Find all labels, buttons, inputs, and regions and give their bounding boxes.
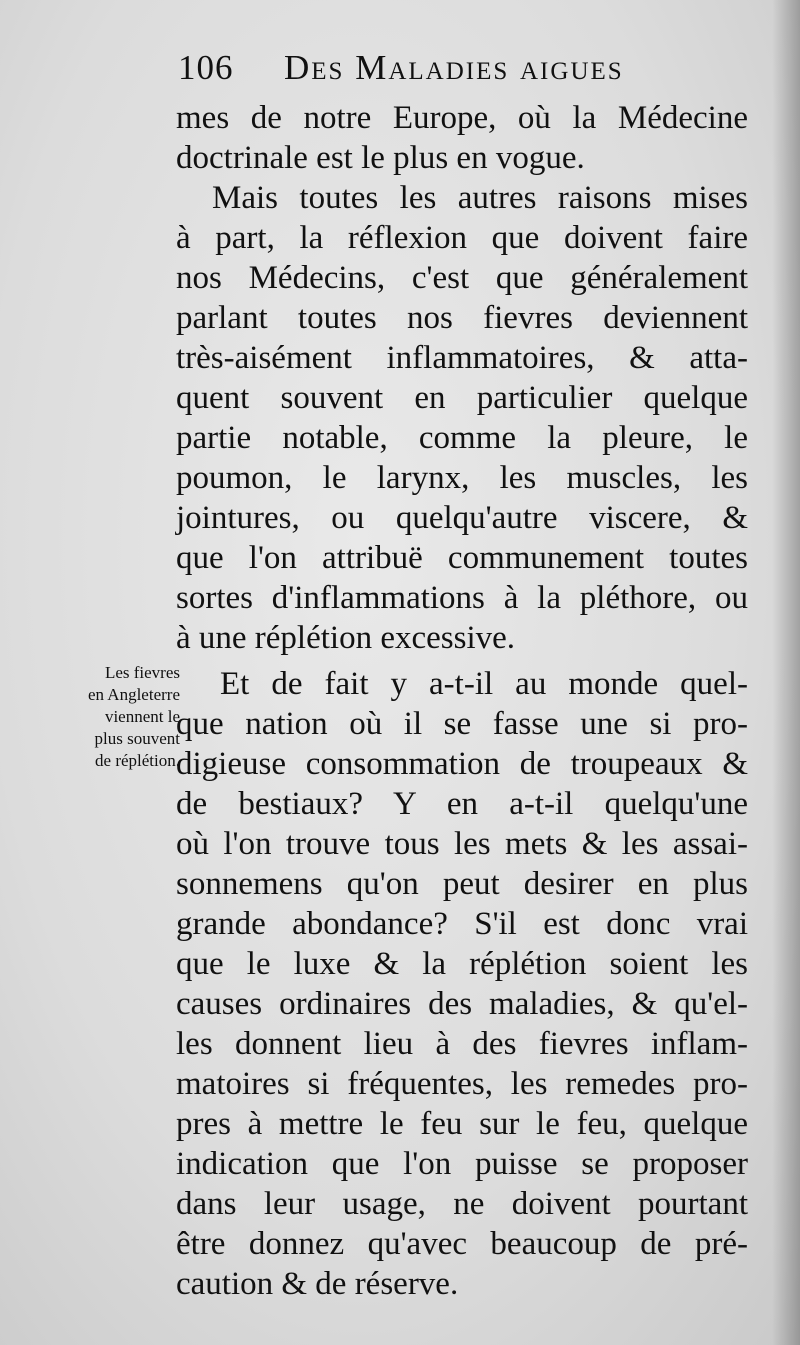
body-line: quent souvent en particulier quelque xyxy=(176,380,748,416)
margin-note xyxy=(56,662,180,772)
margin-note-line: plus souvent xyxy=(94,729,180,748)
body-line: à part, la réflexion que doivent faire xyxy=(176,220,748,256)
body-line: Et de fait y a-t-il au monde quel- xyxy=(220,666,748,702)
body-line: dans leur usage, ne doivent pourtant xyxy=(176,1186,748,1222)
body-line: doctrinale est le plus en vogue. xyxy=(176,140,585,176)
running-title: Des Maladies aigues xyxy=(284,48,624,87)
margin-note-line: viennent le xyxy=(104,707,180,726)
body-line: que nation où il se fasse une si pro- xyxy=(176,706,748,742)
body-line: très-aisément inflammatoires, & atta- xyxy=(176,340,748,376)
body-line: les donnent lieu à des fievres inflam- xyxy=(176,1026,748,1062)
page-number: 106 xyxy=(178,48,234,87)
body-line: où l'on trouve tous les mets & les assai- xyxy=(176,826,748,862)
body-line: caution & de réserve. xyxy=(176,1266,459,1302)
page-edge-shadow xyxy=(772,0,800,1345)
body-line: matoires si fréquentes, les remedes pro- xyxy=(176,1066,748,1102)
body-line: causes ordinaires des maladies, & qu'el- xyxy=(176,986,748,1022)
body-line: digieuse consommation de troupeaux & xyxy=(176,746,748,782)
body-line: être donnez qu'avec beaucoup de pré- xyxy=(176,1226,748,1262)
body-line: sonnemens qu'on peut desirer en plus xyxy=(176,866,748,902)
body-line: poumon, le larynx, les muscles, les xyxy=(176,460,748,496)
body-line: de bestiaux? Y en a-t-il quelqu'une xyxy=(176,786,748,822)
body-line: grande abondance? S'il est donc vrai xyxy=(176,906,748,942)
body-line: que l'on attribuë communement toutes xyxy=(176,540,748,576)
page-header xyxy=(172,42,732,94)
margin-note-line: Les fievres xyxy=(104,663,180,682)
body-line: sortes d'inflammations à la pléthore, ou xyxy=(176,580,748,616)
body-line: jointures, ou quelqu'autre viscere, & xyxy=(176,500,748,536)
margin-note-line: en Angleterre xyxy=(87,685,180,704)
body-line: que le luxe & la réplétion soient les xyxy=(176,946,748,982)
body-line: mes de notre Europe, où la Médecine xyxy=(176,100,748,136)
body-line: Mais toutes les autres raisons mises xyxy=(212,180,748,216)
margin-note-line: de réplétion. xyxy=(95,751,180,770)
body-line: indication que l'on puisse se proposer xyxy=(176,1146,748,1182)
body-line: nos Médecins, c'est que généralement xyxy=(176,260,748,296)
body-line: parlant toutes nos fievres deviennent xyxy=(176,300,748,336)
body-line: pres à mettre le feu sur le feu, quelque xyxy=(176,1106,748,1142)
body-line: partie notable, comme la pleure, le xyxy=(176,420,748,456)
body-line: à une réplétion excessive. xyxy=(176,620,516,656)
